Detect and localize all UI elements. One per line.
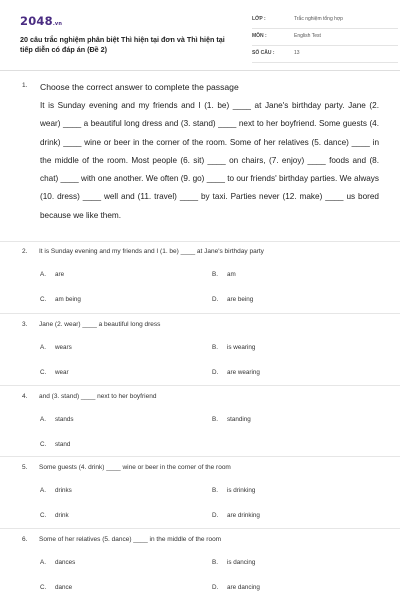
question-instruction: Choose the correct answer to complete the passage xyxy=(40,82,239,92)
meta-row-class xyxy=(252,12,398,29)
question-text: It is Sunday evening and my friends and I (1. be) ____ at Jane's birthday party xyxy=(39,248,264,255)
question-text: and (3. stand) ____ next to her boyfriend xyxy=(39,393,157,400)
option-b[interactable]: B. is dancing xyxy=(212,559,256,566)
question-number: 4. xyxy=(22,393,28,400)
site-logo[interactable] xyxy=(20,14,62,28)
option-a[interactable]: A. are xyxy=(40,271,65,278)
option-b[interactable]: B. is drinking xyxy=(212,487,256,494)
option-c[interactable]: C. am being xyxy=(40,296,81,303)
option-c[interactable]: C. dance xyxy=(40,584,73,591)
option-d[interactable]: D. are drinking xyxy=(212,512,260,519)
meta-table xyxy=(252,12,398,63)
question-separator xyxy=(0,313,400,314)
meta-value-subject: English Test xyxy=(294,33,321,39)
meta-row-subject xyxy=(252,29,398,46)
question-number: 3. xyxy=(22,321,28,328)
question-separator xyxy=(0,528,400,529)
question-text: Some of her relatives (5. dance) ____ in the middle of the room xyxy=(39,536,222,543)
option-d[interactable]: D. are wearing xyxy=(212,369,260,376)
question-text: Jane (2. wear) ____ a beautiful long dress xyxy=(39,321,161,328)
question-separator xyxy=(0,456,400,457)
meta-label-subject: MÔN : xyxy=(252,33,267,39)
meta-value-count: 13 xyxy=(294,50,300,56)
option-b[interactable]: B. am xyxy=(212,271,236,278)
option-c[interactable]: C. stand xyxy=(40,441,71,448)
meta-row-count xyxy=(252,46,398,63)
option-a[interactable]: A. wears xyxy=(40,344,72,351)
question-number: 2. xyxy=(22,248,28,255)
meta-value-class: Trắc nghiệm tổng hợp xyxy=(294,16,343,22)
meta-label-class: LỚP : xyxy=(252,16,266,22)
document-title: 20 câu trắc nghiệm phân biệt Thì hiện tại đơn và Thì hiện tại tiếp diễn có đáp án (Đề 2) xyxy=(20,35,225,54)
option-b[interactable]: B. is wearing xyxy=(212,344,256,351)
header-divider xyxy=(0,70,400,71)
option-b[interactable]: B. standing xyxy=(212,416,251,423)
option-a[interactable]: A. dances xyxy=(40,559,76,566)
logo-sub: .vn xyxy=(52,21,63,27)
question-number: 5. xyxy=(22,464,28,471)
meta-label-count: SỐ CÂU : xyxy=(252,50,275,56)
worksheet-header xyxy=(20,10,382,66)
option-d[interactable]: D. are being xyxy=(212,296,254,303)
logo-main: 2048 xyxy=(20,14,53,28)
question-text: Some guests (4. drink) ____ wine or beer in the corner of the room xyxy=(39,464,231,471)
option-c[interactable]: C. drink xyxy=(40,512,69,519)
option-d[interactable]: D. are dancing xyxy=(212,584,260,591)
question-separator xyxy=(0,241,400,242)
reading-passage: It is Sunday evening and my friends and I (1. be) ____ at Jane's birthday party. Jane (2. wear) ____ a beautiful long dress and (3. stand) ____ next to her boyfriend. Some guests (4. drink) ____ wine or beer in the corner of the room. Some of her relatives (5. dance) ____ in the middle of the room. Most people (6. sit) ____ on chairs, (7. enjoy) ____ foods and (8. chat) ____ with one another. We often (9. go) ____ to our friends' birthday parties. We always (10. dress) ____ well and (11. travel) ____ by taxi. Parties never (12. make) ____ us bored because we like them. xyxy=(40,101,379,220)
question-number: 6. xyxy=(22,536,28,543)
question-separator xyxy=(0,385,400,386)
option-a[interactable]: A. drinks xyxy=(40,487,72,494)
question-number: 1. xyxy=(22,82,28,89)
option-a[interactable]: A. stands xyxy=(40,416,74,423)
option-c[interactable]: C. wear xyxy=(40,369,69,376)
